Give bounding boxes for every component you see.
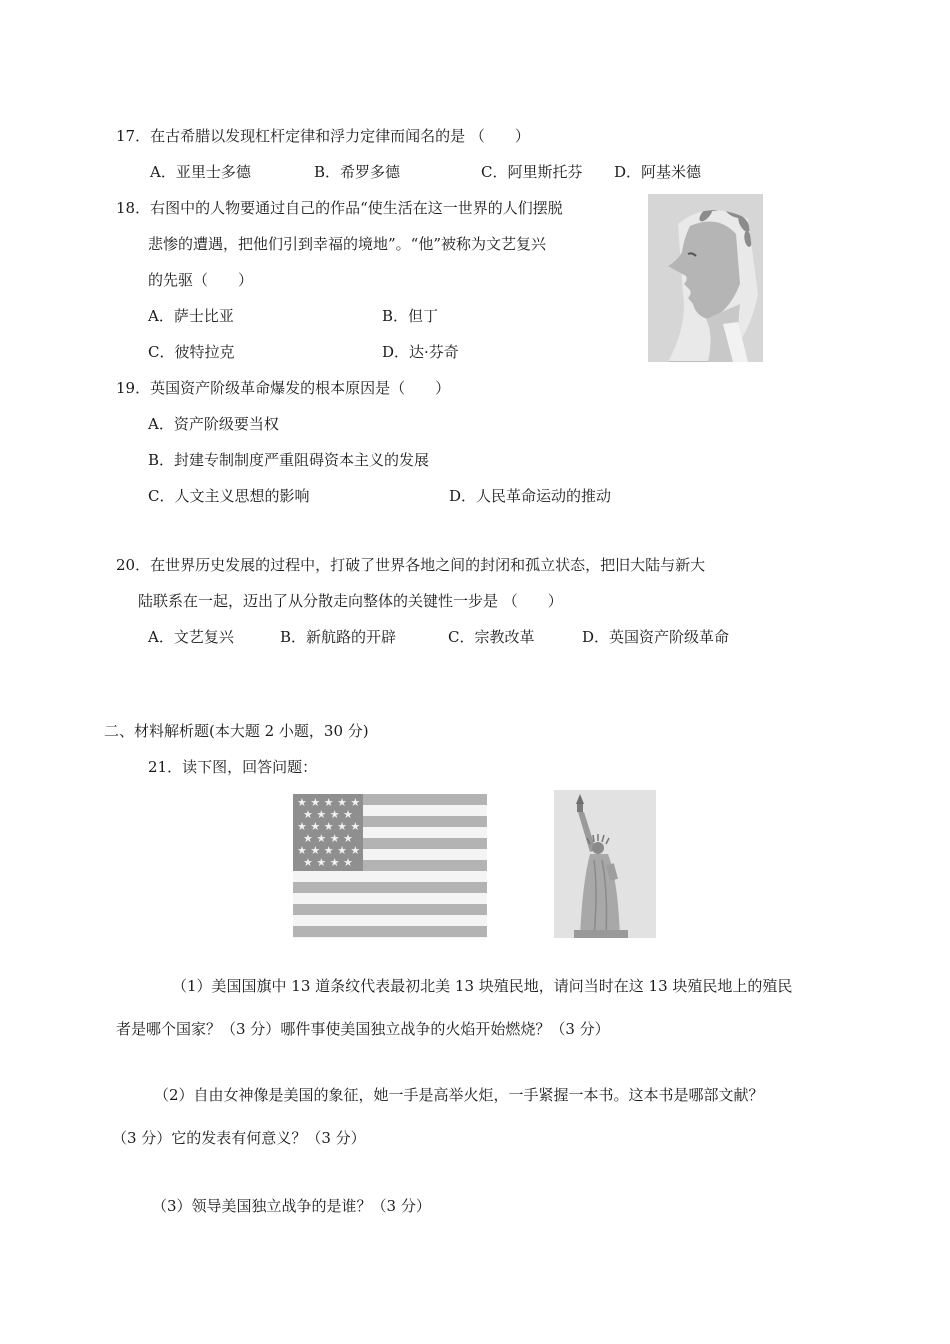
q18-option-b: B．但丁 [382, 307, 439, 325]
q20-stem-line2: 陆联系在一起，迈出了从分散走向整体的关键性一步是 （ ） [138, 592, 563, 610]
svg-text:★ ★ ★ ★: ★ ★ ★ ★ [303, 808, 353, 821]
svg-text:★ ★ ★ ★ ★: ★ ★ ★ ★ ★ [297, 796, 361, 809]
q18-stem-line2: 悲惨的遭遇，把他们引到幸福的境地”。“他”被称为文艺复兴 [148, 235, 547, 253]
svg-text:★ ★ ★ ★: ★ ★ ★ ★ [303, 856, 353, 869]
svg-text:★ ★ ★ ★ ★: ★ ★ ★ ★ ★ [297, 820, 361, 833]
q18-option-a: A．萨士比亚 [148, 307, 234, 325]
q19-option-c: C．人文主义思想的影响 [148, 487, 310, 505]
q21-stem: 21．读下图，回答问题： [148, 758, 318, 776]
q21-part2-line1: （2）自由女神像是美国的象征，她一手是高举火炬，一手紧握一本书。这本书是哪部文献？ [154, 1086, 764, 1104]
q18-stem-line3: 的先驱（ ） [148, 271, 254, 289]
q19-option-d: D．人民革命运动的推动 [449, 487, 612, 505]
q21-part3-line1: （3）领导美国独立战争的是谁？（3 分） [152, 1197, 431, 1215]
statue-of-liberty-image [554, 790, 656, 938]
q20-option-a: A．文艺复兴 [148, 628, 234, 646]
q19-option-b: B．封建专制制度严重阻碍资本主义的发展 [148, 451, 430, 469]
q20-option-b: B．新航路的开辟 [280, 628, 397, 646]
q20-option-c: C．宗教改革 [448, 628, 535, 646]
q18-option-d: D．达·芬奇 [382, 343, 459, 361]
q19-option-a: A．资产阶级要当权 [148, 415, 279, 433]
q17-option-b: B．希罗多德 [314, 163, 401, 181]
q17-stem: 17．在古希腊以发现杠杆定律和浮力定律而闻名的是 （ ） [116, 127, 530, 145]
q21-part1-line2: 者是哪个国家？（3 分）哪件事使美国独立战争的火焰开始燃烧？（3 分） [116, 1020, 610, 1038]
section-2-title: 二、材料解析题(本大题 2 小题，30 分) [104, 722, 369, 740]
q21-part2-line2: （3 分）它的发表有何意义？（3 分） [112, 1129, 366, 1147]
q19-stem: 19．英国资产阶级革命爆发的根本原因是（ ） [116, 379, 451, 397]
us-flag-image [293, 794, 487, 938]
q17-option-a: A．亚里士多德 [150, 163, 251, 181]
svg-text:★ ★ ★ ★: ★ ★ ★ ★ [303, 832, 353, 845]
q20-option-d: D．英国资产阶级革命 [582, 628, 730, 646]
q17-option-d: D．阿基米德 [614, 163, 702, 181]
svg-text:★ ★ ★ ★ ★: ★ ★ ★ ★ ★ [297, 844, 361, 857]
dante-portrait-image [648, 194, 763, 362]
q18-option-c: C．彼特拉克 [148, 343, 235, 361]
q18-stem-line1: 18．右图中的人物要通过自己的作品“使生活在这一世界的人们摆脱 [116, 199, 563, 217]
q17-option-c: C．阿里斯托芬 [481, 163, 583, 181]
q21-part1-line1: （1）美国国旗中 13 道条纹代表最初北美 13 块殖民地，请问当时在这 13 块殖民地上的殖民 [172, 977, 793, 995]
q20-stem-line1: 20．在世界历史发展的过程中，打破了世界各地之间的封闭和孤立状态，把旧大陆与新大 [116, 556, 706, 574]
